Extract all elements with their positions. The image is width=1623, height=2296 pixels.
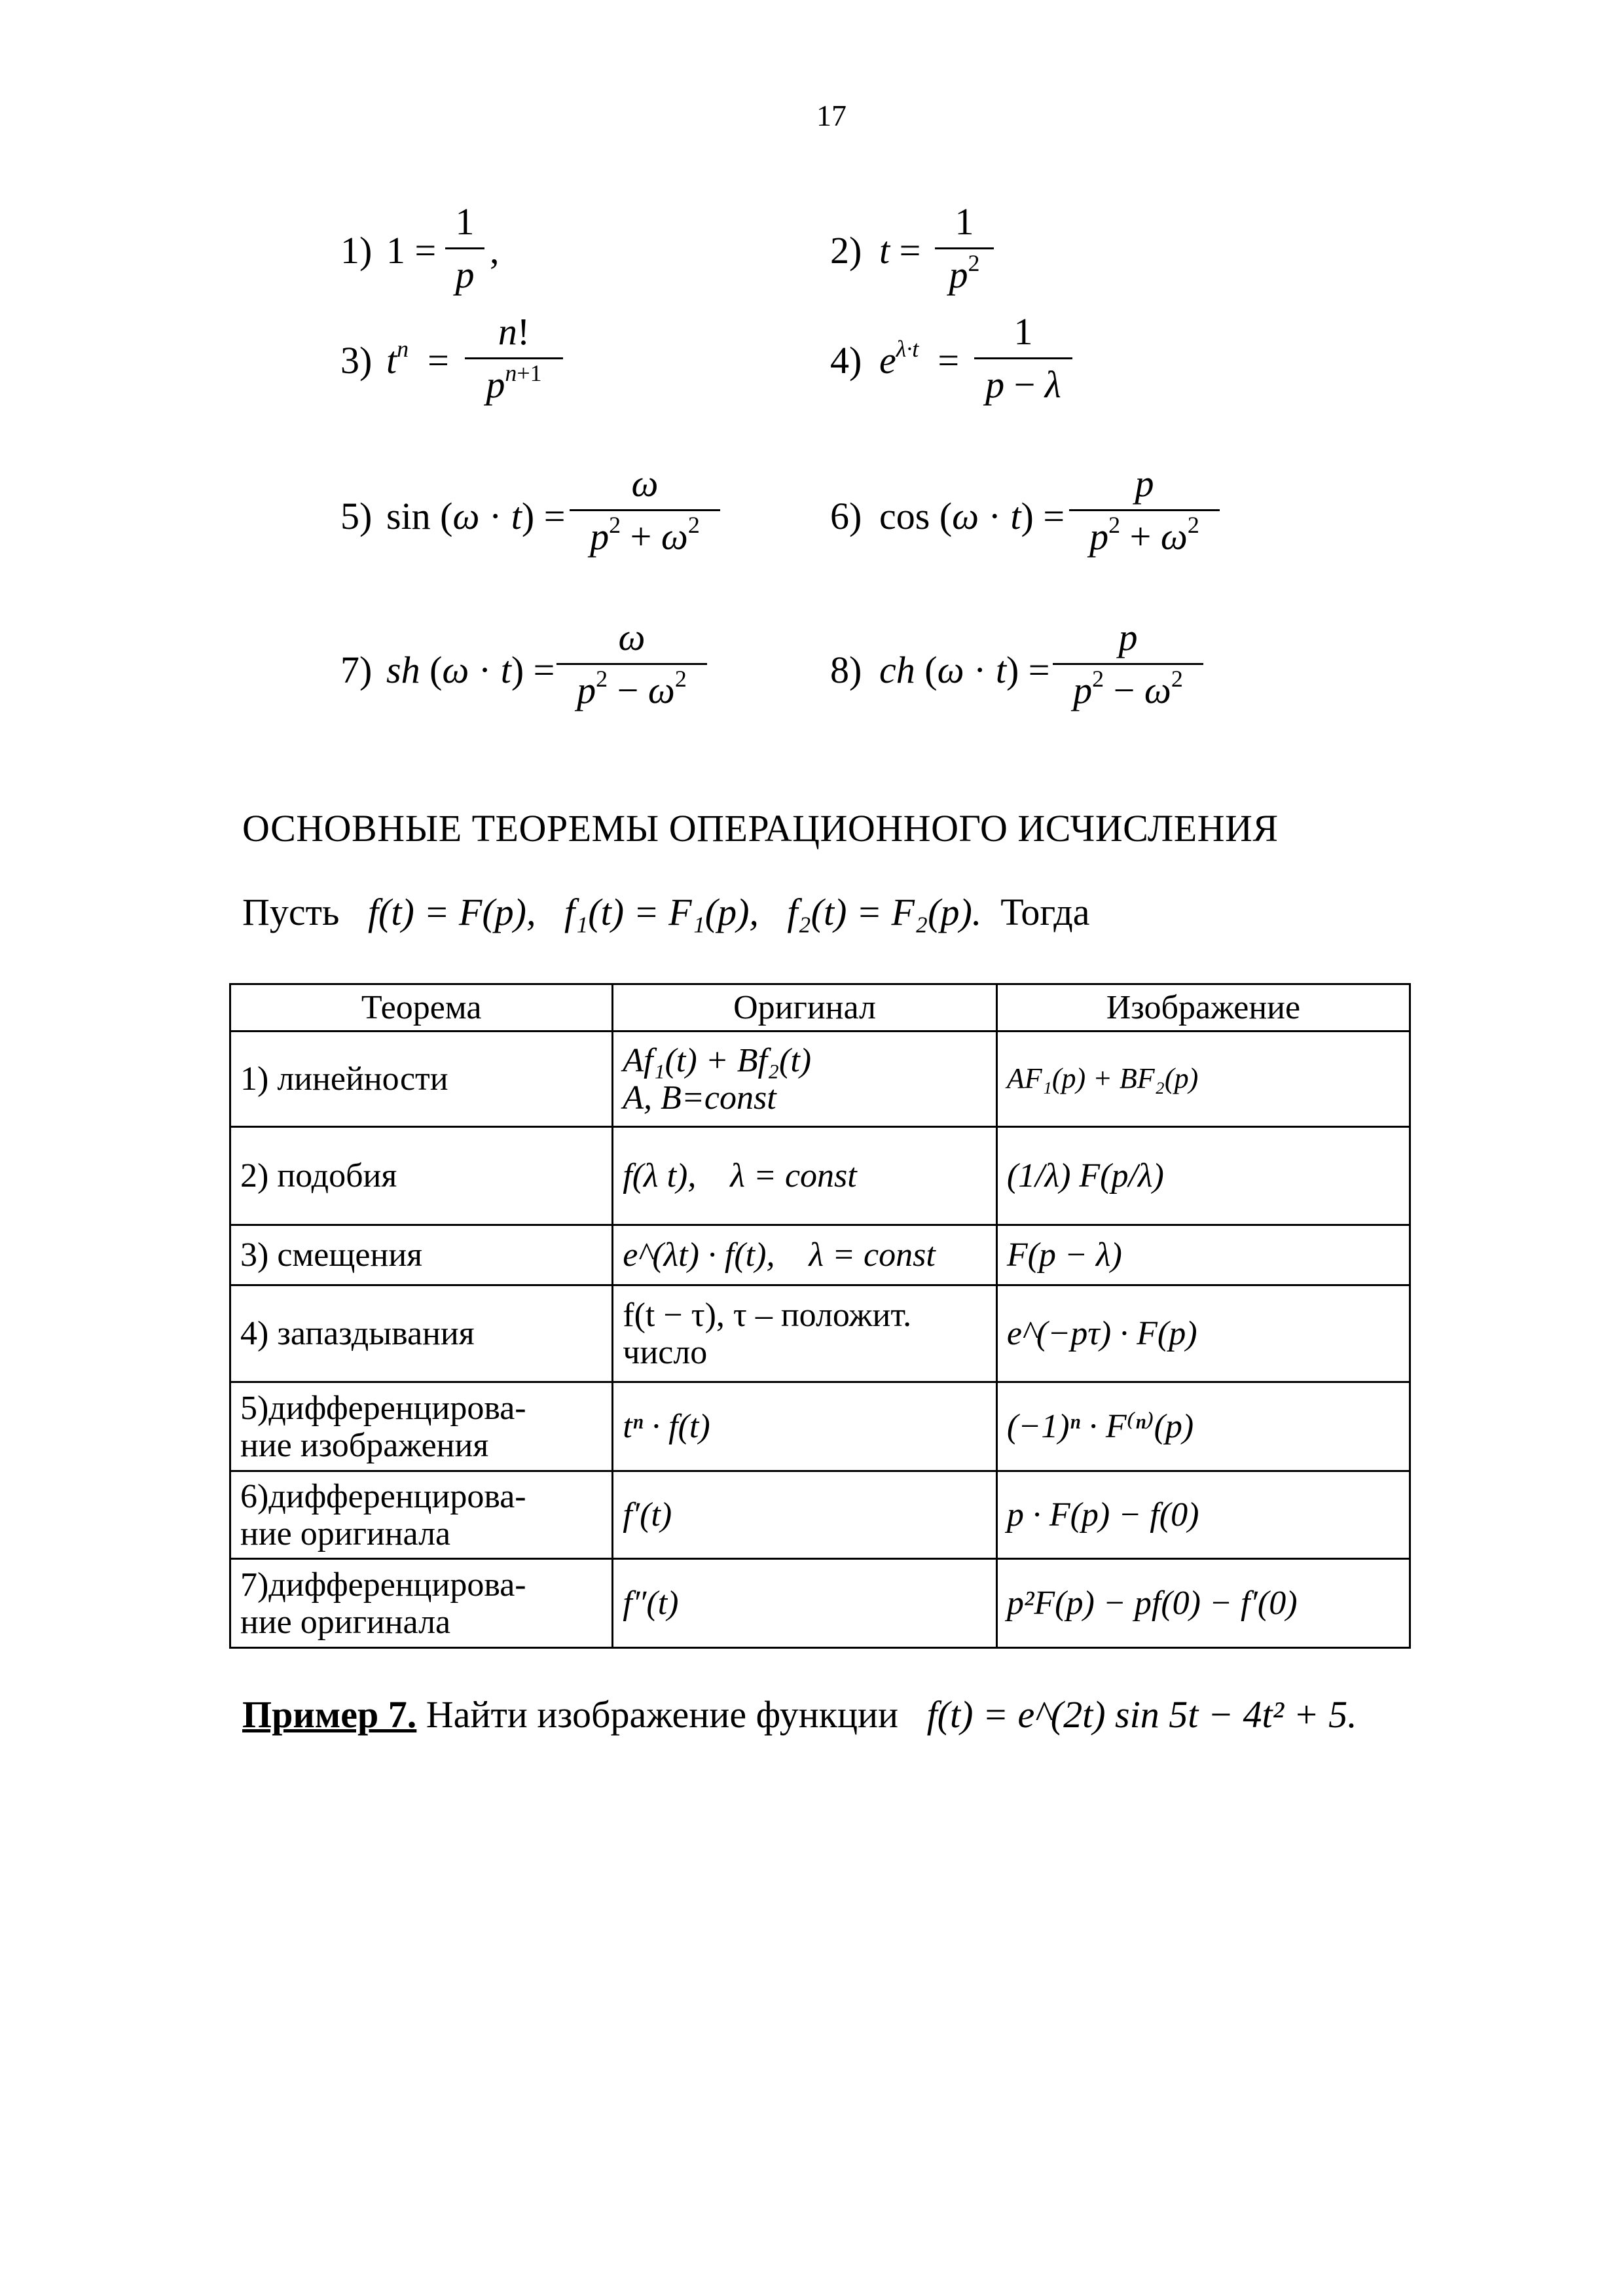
formula-fraction: $\frac{\omega}{p^2 + \omega^2}$ [570,465,720,556]
header-image: Изображение [996,984,1410,1031]
table-row [230,1127,1410,1225]
table-header-row [230,984,1410,1031]
formula-7 [340,616,733,717]
formula-2 [830,200,1027,296]
example-formula: f(t) = e^(2t) sin 5t − 4t² + 5. [926,1693,1357,1736]
cell-theorem: 1) линейности [230,1031,613,1127]
theorems-table [229,983,1411,1649]
formula-lhs: $t^n$ = [386,335,449,382]
example-label: Пример 7. [242,1693,417,1736]
cell-theorem: 6)дифференцирова- ние оригинала [230,1471,613,1559]
formula-fraction: $\frac{1}{p}$ [445,203,484,294]
table-row [230,1559,1410,1648]
cell-image: AF₁(p) + BF₂(p) [996,1031,1410,1127]
section-heading: ОСНОВНЫЕ ТЕОРЕМЫ ОПЕРАЦИОННОГО ИСЧИСЛЕНИЯ [242,807,1279,850]
formula-lhs: ch (ω · t) = [879,649,1050,691]
let-line [242,890,1090,934]
let-pair-2: f₁(t) = F₁(p), [564,891,759,933]
formula-number: 3) [340,339,373,382]
table-row [230,1285,1410,1382]
cell-original: f′(t) [613,1471,997,1559]
let-suffix: Тогда [1000,891,1090,933]
cell-image: e^(−pτ) · F(p) [996,1285,1410,1382]
formula-fraction: $\frac{\omega}{p^2 - \omega^2}$ [556,619,707,709]
table-row [230,1225,1410,1285]
table-row [230,1031,1410,1127]
cell-original: f(λ t), λ = const [613,1127,997,1225]
formula-number: 6) [830,495,862,537]
formula-fraction: $\frac{n!}{p^{n+1}}$ [465,313,563,404]
formula-lhs: sin (ω · t) = [386,495,566,537]
cell-theorem: 2) подобия [230,1127,613,1225]
cell-original: f(t − τ), τ – положит. число [613,1285,997,1382]
formula-lhs: $e^{\lambda\cdot t}$ = [879,335,960,382]
formula-8 [830,616,1236,717]
formula-number: 7) [340,649,373,691]
example-7 [242,1693,1357,1736]
formula-fraction: $\frac{p}{p^2 + \omega^2}$ [1069,465,1220,556]
cell-image: F(p − λ) [996,1225,1410,1285]
cell-original: e^(λt) · f(t), λ = const [613,1225,997,1285]
table-row [230,1382,1410,1471]
cell-original: Af₁(t) + Bf₂(t) A, B=const [613,1031,997,1127]
formula-lhs: t = [879,229,921,272]
let-pair-3: f₂(t) = F₂(p). [787,891,982,933]
formula-number: 5) [340,495,373,537]
formula-6 [830,462,1236,563]
formula-number: 4) [830,339,862,382]
formula-lhs: cos (ω · t) = [879,495,1065,537]
formula-fraction: $\frac{1}{p - \lambda}$ [974,313,1072,404]
formula-5 [340,462,733,563]
cell-theorem: 5)дифференцирова- ние изображения [230,1382,613,1471]
let-prefix: Пусть [242,891,340,933]
header-theorem: Теорема [230,984,613,1031]
formula-number: 2) [830,229,862,272]
page-number: 17 [816,99,847,132]
cell-original: tⁿ · f(t) [613,1382,997,1471]
formula-fraction: $\frac{p}{p^2 - \omega^2}$ [1053,619,1203,709]
example-text: Найти изображение функции [426,1693,899,1736]
cell-image: p²F(p) − pf(0) − f′(0) [996,1559,1410,1648]
header-original: Оригинал [613,984,997,1031]
formula-number: 1) [340,229,373,272]
formula-number: 8) [830,649,862,691]
cell-image: p · F(p) − f(0) [996,1471,1410,1559]
cell-image: (1/λ) F(p/λ) [996,1127,1410,1225]
cell-theorem: 3) смещения [230,1225,613,1285]
formula-lhs: 1 = [386,229,437,272]
formula-lhs: sh (ω · t) = [386,649,555,691]
cell-theorem: 7)дифференцирова- ние оригинала [230,1559,613,1648]
cell-theorem: 4) запаздывания [230,1285,613,1382]
let-pair-1: f(t) = F(p), [367,891,536,933]
cell-image: (−1)ⁿ · F⁽ⁿ⁾(p) [996,1382,1410,1471]
formula-fraction: $\frac{1}{p^2}$ [935,203,994,294]
formula-3 [340,310,576,406]
formula-1: 1) 1 = $\frac{1}{p}$ , [340,200,500,296]
formula-4 [830,310,1092,406]
table-row [230,1471,1410,1559]
cell-original: f″(t) [613,1559,997,1648]
